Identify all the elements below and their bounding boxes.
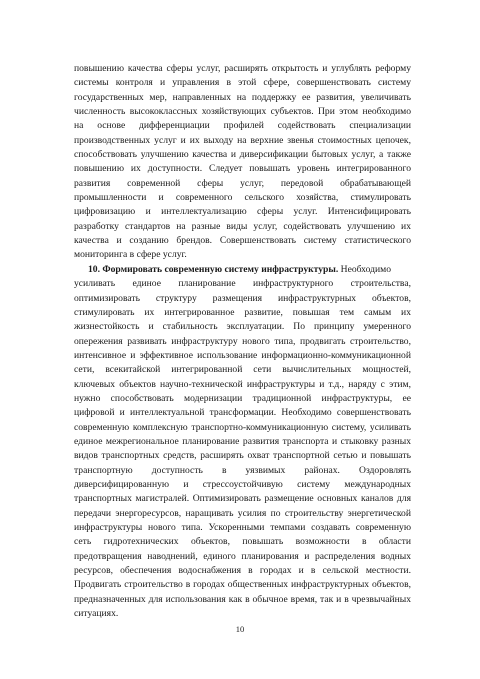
- text-line: современную комплексную транспортно-коммуникационную систему, усиливать: [74, 421, 411, 433]
- text-line: транспортных магистралей. Оптимизировать размещение основных каналов для: [74, 493, 411, 505]
- text-line: качества и созданию брендов. Совершенствовать систему статистического: [74, 235, 411, 247]
- text-line: разработку стандартов на разные виды услуг, содействовать улучшению их: [74, 220, 411, 232]
- text-line: нужно способствовать модернизации традиционной инфраструктуры, ее: [74, 392, 411, 404]
- body-text: [74, 62, 411, 621]
- text-line: Продвигать строительство в городах общественных инфраструктурных объектов,: [74, 579, 411, 591]
- text-line: государственных мер, направленных на поддержку ее развития, увеличивать: [74, 91, 411, 103]
- text-line: ресурсов, обеспечения водоснабжения в городах и в сельской местности.: [74, 565, 411, 577]
- text-line: развития современной сферы услуг, передовой обрабатывающей: [74, 177, 411, 189]
- text-line: системы контроля и управления в этой сфере, совершенствовать систему: [74, 77, 411, 89]
- text-line: мониторинга в сфере услуг.: [74, 249, 187, 261]
- text-line: численность высококлассных хозяйствующих субъектов. При этом необходимо: [74, 106, 411, 118]
- text-line: цифровой и интеллектуальной трансформации. Необходимо совершенствовать: [74, 407, 411, 419]
- text-line: видов транспортных средств, расширять охват транспортной сетью и повышать: [74, 450, 411, 462]
- text-line: диверсифицированную и стрессоустойчивую систему международных: [74, 478, 411, 490]
- section-heading-continuation: Необходимо: [338, 263, 391, 275]
- page-number: 10: [235, 624, 245, 634]
- text-line: предотвращения наводнений, единого планирования и распределения водных: [74, 550, 411, 562]
- text-line: интенсивное и эффективное использование информационно-коммуникационной: [74, 349, 411, 361]
- text-line: инфраструктуры нового типа. Ускоренными темпами создавать современную: [74, 522, 411, 533]
- section-heading: 10. Формировать современную систему инфраструктуры.: [88, 263, 339, 275]
- text-line: сети, всекитайской интегрированной сети вычислительных мощностей,: [74, 364, 411, 376]
- text-line: предназначенных для использования как в обычное время, так и в чрезвычайных: [74, 593, 411, 605]
- text-line: жизнестойкость и стабильность эксплуатации. По принципу умеренного: [74, 321, 411, 333]
- text-line: повышению их доступности. Следует повышать уровень интегрированного: [74, 163, 411, 175]
- text-line: ключевых объектов научно-технической инфраструктуры и т.д., наряду с этим,: [74, 378, 411, 390]
- text-line: опережения развивать инфраструктуру нового типа, продвигать строительство,: [74, 335, 411, 347]
- text-line: повышению качества сферы услуг, расширять открытость и углублять реформу: [74, 63, 411, 74]
- text-line: единое межрегиональное планирование развития транспорта и стыковку разных: [74, 435, 411, 447]
- text-line: сеть гидротехнических объектов, повышать возможности в области: [74, 536, 411, 548]
- section-heading-line: [74, 263, 411, 277]
- text-line: промышленности и современного сельского хозяйства, стимулировать: [74, 192, 411, 204]
- text-line: цифровизацию и интеллектуализацию сферы услуг. Интенсифицировать: [74, 206, 411, 218]
- text-line: производственных услуг и их выходу на верхние звенья стоимостных цепочек,: [74, 134, 411, 146]
- text-line: стимулировать их интегрированное развитие, повышая тем самым их: [74, 306, 411, 318]
- text-line: транспортную доступность в уязвимых районах. Оздоровлять: [74, 464, 411, 476]
- text-line: на основе дифференциации профилей содействовать специализации: [74, 120, 411, 132]
- text-line: способствовать улучшению качества и диверсификации бытовых услуг, а также: [74, 149, 411, 161]
- text-line: передачи энергоресурсов, наращивать усилия по строительству энергетической: [74, 507, 411, 519]
- text-line: ситуациях.: [74, 608, 119, 620]
- text-line: оптимизировать структуру размещения инфраструктурных объектов,: [74, 292, 411, 304]
- text-line: усиливать единое планирование инфраструктурного строительства,: [74, 278, 411, 290]
